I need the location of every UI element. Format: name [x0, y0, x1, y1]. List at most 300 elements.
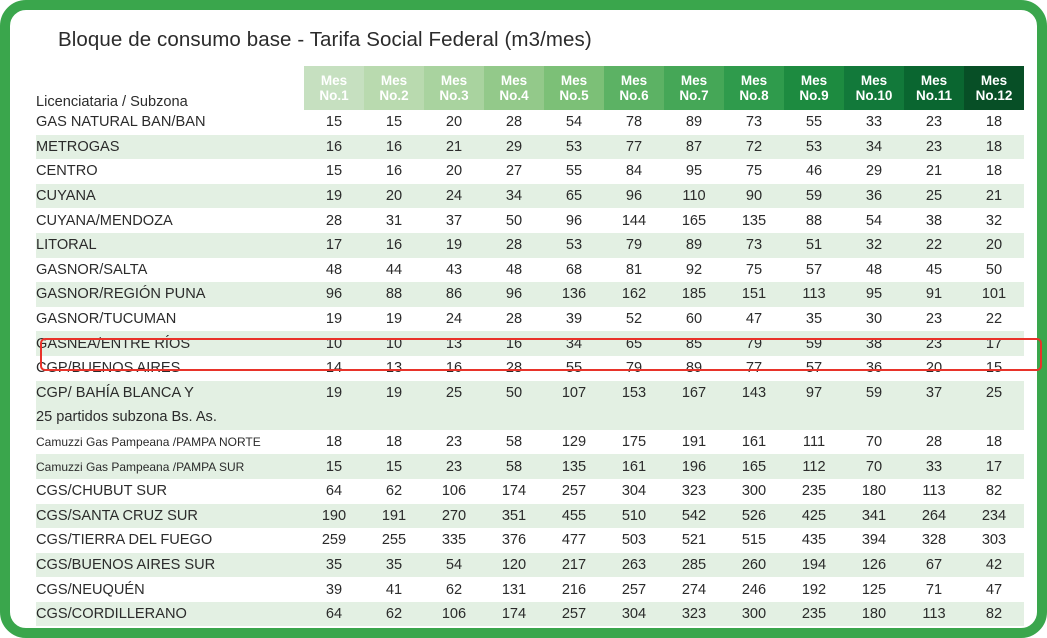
cell-value: 23	[904, 331, 964, 356]
month-header-line1: Mes	[440, 72, 468, 88]
cell-value: 260	[724, 553, 784, 578]
table-row	[36, 307, 1024, 332]
cell-value: 33	[904, 454, 964, 479]
cell-value: 165	[724, 454, 784, 479]
cell-value: 323	[664, 479, 724, 504]
cell-value: 161	[724, 430, 784, 455]
cell-value	[364, 405, 424, 430]
cell-value: 20	[424, 110, 484, 135]
cell-value: 53	[544, 233, 604, 258]
month-header-line2: No.10	[855, 88, 893, 103]
table-row	[36, 208, 1024, 233]
cell-value: 341	[844, 504, 904, 529]
cell-value: 300	[724, 479, 784, 504]
cell-value: 455	[544, 504, 604, 529]
cell-value: 167	[664, 381, 724, 406]
cell-value: 21	[964, 184, 1024, 209]
cell-value: 77	[724, 356, 784, 381]
cell-value: 285	[664, 553, 724, 578]
row-label: CGS/SANTA CRUZ SUR	[36, 504, 304, 529]
cell-value: 59	[784, 331, 844, 356]
cell-value: 542	[664, 504, 724, 529]
cell-value: 54	[844, 208, 904, 233]
cell-value: 25	[964, 381, 1024, 406]
cell-value: 106	[424, 479, 484, 504]
cell-value: 20	[964, 233, 1024, 258]
cell-value: 32	[844, 233, 904, 258]
column-header-month-5	[544, 66, 604, 110]
cell-value: 47	[724, 307, 784, 332]
column-header-name: Licenciataria / Subzona	[36, 94, 188, 110]
month-header-line2: No.8	[739, 88, 769, 103]
cell-value: 13	[364, 356, 424, 381]
cell-value: 425	[784, 504, 844, 529]
cell-value: 54	[424, 553, 484, 578]
cell-value: 37	[904, 381, 964, 406]
cell-value: 162	[604, 282, 664, 307]
cell-value: 18	[364, 430, 424, 455]
cell-value: 113	[904, 602, 964, 627]
row-label: CGP/ BAHÍA BLANCA Y	[36, 381, 304, 406]
cell-value: 82	[964, 479, 1024, 504]
cell-value	[544, 405, 604, 430]
cell-value: 174	[484, 479, 544, 504]
table-row	[36, 233, 1024, 258]
header-row	[36, 66, 1024, 110]
cell-value: 235	[784, 602, 844, 627]
consumption-table	[36, 66, 1024, 626]
cell-value: 23	[424, 430, 484, 455]
cell-value: 125	[844, 577, 904, 602]
cell-value: 90	[724, 184, 784, 209]
cell-value: 25	[904, 184, 964, 209]
cell-value: 235	[784, 479, 844, 504]
cell-value: 22	[904, 233, 964, 258]
cell-value: 161	[604, 454, 664, 479]
month-header-line2: No.7	[679, 88, 709, 103]
cell-value: 15	[364, 454, 424, 479]
table-row	[36, 159, 1024, 184]
cell-value: 55	[784, 110, 844, 135]
table-header	[36, 66, 1024, 110]
cell-value: 82	[964, 602, 1024, 627]
row-label: CGS/CORDILLERANO	[36, 602, 304, 627]
cell-value: 75	[724, 159, 784, 184]
cell-value	[904, 405, 964, 430]
cell-value: 17	[964, 331, 1024, 356]
cell-value: 435	[784, 528, 844, 553]
cell-value: 20	[364, 184, 424, 209]
cell-value: 60	[664, 307, 724, 332]
month-header-line1: Mes	[800, 72, 828, 88]
column-header-month-7	[664, 66, 724, 110]
cell-value: 44	[364, 258, 424, 283]
cell-value: 81	[604, 258, 664, 283]
cell-value: 62	[424, 577, 484, 602]
cell-value: 274	[664, 577, 724, 602]
column-header-month-1	[304, 66, 364, 110]
cell-value: 263	[604, 553, 664, 578]
cell-value: 190	[304, 504, 364, 529]
cell-value: 175	[604, 430, 664, 455]
cell-value: 27	[484, 159, 544, 184]
month-header-line1: Mes	[920, 72, 948, 88]
cell-value: 29	[484, 135, 544, 160]
cell-value: 35	[784, 307, 844, 332]
cell-value: 64	[304, 602, 364, 627]
cell-value: 28	[484, 233, 544, 258]
cell-value: 335	[424, 528, 484, 553]
cell-value: 85	[664, 331, 724, 356]
cell-value: 88	[784, 208, 844, 233]
cell-value: 270	[424, 504, 484, 529]
cell-value: 37	[424, 208, 484, 233]
cell-value: 264	[904, 504, 964, 529]
cell-value: 19	[304, 184, 364, 209]
cell-value: 18	[964, 159, 1024, 184]
cell-value: 17	[304, 233, 364, 258]
cell-value: 112	[784, 454, 844, 479]
month-header-line2: No.2	[379, 88, 409, 103]
column-header-month-2	[364, 66, 424, 110]
cell-value: 32	[964, 208, 1024, 233]
cell-value: 30	[844, 307, 904, 332]
cell-value: 300	[724, 602, 784, 627]
cell-value: 79	[724, 331, 784, 356]
cell-value: 19	[304, 381, 364, 406]
cell-value: 38	[904, 208, 964, 233]
column-header-month-8	[724, 66, 784, 110]
row-label: LITORAL	[36, 233, 304, 258]
table-row	[36, 135, 1024, 160]
cell-value: 136	[544, 282, 604, 307]
cell-value: 54	[544, 110, 604, 135]
column-header-month-11	[904, 66, 964, 110]
cell-value: 45	[904, 258, 964, 283]
cell-value: 39	[304, 577, 364, 602]
cell-value: 95	[664, 159, 724, 184]
row-label: CGP/BUENOS AIRES	[36, 356, 304, 381]
cell-value: 20	[904, 356, 964, 381]
column-header-month-4	[484, 66, 544, 110]
table-row	[36, 454, 1024, 479]
cell-value: 106	[424, 602, 484, 627]
cell-value: 110	[664, 184, 724, 209]
month-header-line2: No.5	[559, 88, 589, 103]
cell-value: 10	[364, 331, 424, 356]
cell-value: 48	[844, 258, 904, 283]
cell-value: 15	[364, 110, 424, 135]
cell-value: 34	[844, 135, 904, 160]
cell-value: 111	[784, 430, 844, 455]
cell-value: 257	[544, 602, 604, 627]
cell-value: 59	[784, 184, 844, 209]
row-label: GAS NATURAL BAN/BAN	[36, 110, 304, 135]
cell-value: 16	[304, 135, 364, 160]
cell-value: 70	[844, 454, 904, 479]
cell-value: 255	[364, 528, 424, 553]
cell-value: 515	[724, 528, 784, 553]
cell-value: 86	[424, 282, 484, 307]
cell-value: 18	[964, 430, 1024, 455]
cell-value: 15	[304, 110, 364, 135]
table-body	[36, 110, 1024, 626]
column-header-month-12	[964, 66, 1024, 110]
cell-value: 13	[424, 331, 484, 356]
month-header-line1: Mes	[620, 72, 648, 88]
cell-value: 96	[544, 208, 604, 233]
cell-value: 16	[424, 356, 484, 381]
cell-value	[304, 405, 364, 430]
cell-value: 36	[844, 356, 904, 381]
cell-value: 10	[304, 331, 364, 356]
cell-value: 510	[604, 504, 664, 529]
month-header-line2: No.4	[499, 88, 529, 103]
month-header-line2: No.9	[799, 88, 829, 103]
cell-value: 28	[484, 110, 544, 135]
cell-value: 46	[784, 159, 844, 184]
cell-value: 28	[304, 208, 364, 233]
cell-value: 64	[304, 479, 364, 504]
cell-value: 14	[304, 356, 364, 381]
cell-value: 84	[604, 159, 664, 184]
cell-value: 58	[484, 454, 544, 479]
cell-value: 257	[544, 479, 604, 504]
row-label: CUYANA	[36, 184, 304, 209]
cell-value: 323	[664, 602, 724, 627]
cell-value: 25	[424, 381, 484, 406]
cell-value: 35	[304, 553, 364, 578]
cell-value: 19	[304, 307, 364, 332]
month-header-line2: No.11	[915, 88, 953, 103]
cell-value: 33	[844, 110, 904, 135]
cell-value: 18	[964, 135, 1024, 160]
month-header-line1: Mes	[380, 72, 408, 88]
cell-value: 43	[424, 258, 484, 283]
row-label: CGS/CHUBUT SUR	[36, 479, 304, 504]
cell-value: 521	[664, 528, 724, 553]
cell-value: 41	[364, 577, 424, 602]
cell-value: 477	[544, 528, 604, 553]
cell-value: 20	[424, 159, 484, 184]
cell-value: 23	[904, 135, 964, 160]
cell-value: 62	[364, 479, 424, 504]
cell-value: 135	[544, 454, 604, 479]
cell-value: 96	[484, 282, 544, 307]
cell-value: 59	[844, 381, 904, 406]
row-label: CGS/NEUQUÉN	[36, 577, 304, 602]
column-header-month-6	[604, 66, 664, 110]
cell-value: 19	[364, 381, 424, 406]
table-row	[36, 110, 1024, 135]
cell-value: 24	[424, 307, 484, 332]
month-header-line2: No.3	[439, 88, 469, 103]
cell-value: 328	[904, 528, 964, 553]
table-row	[36, 602, 1024, 627]
cell-value: 16	[364, 159, 424, 184]
cell-value: 28	[484, 356, 544, 381]
cell-value: 217	[544, 553, 604, 578]
cell-value	[724, 405, 784, 430]
row-label: Camuzzi Gas Pampeana /PAMPA SUR	[36, 454, 304, 479]
cell-value: 191	[364, 504, 424, 529]
cell-value: 135	[724, 208, 784, 233]
row-label: CGS/TIERRA DEL FUEGO	[36, 528, 304, 553]
cell-value: 394	[844, 528, 904, 553]
cell-value: 304	[604, 479, 664, 504]
cell-value: 70	[844, 430, 904, 455]
cell-value: 53	[544, 135, 604, 160]
cell-value: 351	[484, 504, 544, 529]
cell-value: 31	[364, 208, 424, 233]
cell-value: 68	[544, 258, 604, 283]
row-label: CUYANA/MENDOZA	[36, 208, 304, 233]
cell-value: 50	[964, 258, 1024, 283]
cell-value: 16	[364, 233, 424, 258]
row-label: GASNOR/TUCUMAN	[36, 307, 304, 332]
cell-value: 15	[304, 454, 364, 479]
cell-value: 129	[544, 430, 604, 455]
cell-value	[844, 405, 904, 430]
table-row	[36, 381, 1024, 406]
cell-value: 55	[544, 356, 604, 381]
month-header-line1: Mes	[980, 72, 1008, 88]
cell-value: 120	[484, 553, 544, 578]
month-header-line2: No.1	[319, 88, 349, 103]
cell-value: 21	[424, 135, 484, 160]
cell-value: 503	[604, 528, 664, 553]
cell-value: 165	[664, 208, 724, 233]
cell-value: 191	[664, 430, 724, 455]
cell-value: 151	[724, 282, 784, 307]
cell-value: 38	[844, 331, 904, 356]
row-label: GASNOR/REGIÓN PUNA	[36, 282, 304, 307]
row-label: Camuzzi Gas Pampeana /PAMPA NORTE	[36, 430, 304, 455]
cell-value: 101	[964, 282, 1024, 307]
cell-value: 23	[904, 110, 964, 135]
row-label: METROGAS	[36, 135, 304, 160]
page-title: Bloque de consumo base - Tarifa Social Federal (m3/mes)	[58, 28, 592, 51]
cell-value: 55	[544, 159, 604, 184]
cell-value: 53	[784, 135, 844, 160]
cell-value: 39	[544, 307, 604, 332]
cell-value: 79	[604, 356, 664, 381]
cell-value: 77	[604, 135, 664, 160]
cell-value: 23	[904, 307, 964, 332]
cell-value: 87	[664, 135, 724, 160]
cell-value: 48	[484, 258, 544, 283]
cell-value: 34	[544, 331, 604, 356]
cell-value: 303	[964, 528, 1024, 553]
cell-value: 36	[844, 184, 904, 209]
cell-value: 50	[484, 381, 544, 406]
cell-value: 153	[604, 381, 664, 406]
table-row	[36, 258, 1024, 283]
cell-value: 246	[724, 577, 784, 602]
cell-value: 79	[604, 233, 664, 258]
cell-value: 304	[604, 602, 664, 627]
cell-value: 196	[664, 454, 724, 479]
cell-value: 234	[964, 504, 1024, 529]
cell-value: 57	[784, 356, 844, 381]
cell-value: 48	[304, 258, 364, 283]
cell-value: 72	[724, 135, 784, 160]
cell-value: 47	[964, 577, 1024, 602]
table-row	[36, 282, 1024, 307]
table-row	[36, 504, 1024, 529]
cell-value: 23	[424, 454, 484, 479]
cell-value: 91	[904, 282, 964, 307]
month-header-line1: Mes	[740, 72, 768, 88]
table-row	[36, 553, 1024, 578]
cell-value: 22	[964, 307, 1024, 332]
cell-value: 97	[784, 381, 844, 406]
cell-value: 96	[304, 282, 364, 307]
column-header-month-3	[424, 66, 484, 110]
cell-value: 89	[664, 233, 724, 258]
month-header-line1: Mes	[680, 72, 708, 88]
table-row	[36, 479, 1024, 504]
month-header-line1: Mes	[320, 72, 348, 88]
cell-value: 24	[424, 184, 484, 209]
cell-value: 42	[964, 553, 1024, 578]
cell-value	[964, 405, 1024, 430]
cell-value: 19	[424, 233, 484, 258]
cell-value	[424, 405, 484, 430]
cell-value: 18	[964, 110, 1024, 135]
cell-value: 216	[544, 577, 604, 602]
table-row	[36, 430, 1024, 455]
cell-value: 96	[604, 184, 664, 209]
cell-value: 67	[904, 553, 964, 578]
cell-value: 192	[784, 577, 844, 602]
cell-value: 65	[604, 331, 664, 356]
cell-value: 143	[724, 381, 784, 406]
table-row	[36, 405, 1024, 430]
cell-value: 35	[364, 553, 424, 578]
cell-value: 15	[304, 159, 364, 184]
month-header-line1: Mes	[560, 72, 588, 88]
cell-value: 95	[844, 282, 904, 307]
row-label: CENTRO	[36, 159, 304, 184]
table-row	[36, 528, 1024, 553]
table-row	[36, 356, 1024, 381]
cell-value: 50	[484, 208, 544, 233]
cell-value	[784, 405, 844, 430]
cell-value: 144	[604, 208, 664, 233]
cell-value: 34	[484, 184, 544, 209]
row-label: CGS/BUENOS AIRES SUR	[36, 553, 304, 578]
cell-value: 73	[724, 233, 784, 258]
cell-value	[664, 405, 724, 430]
row-label: 25 partidos subzona Bs. As.	[36, 405, 304, 430]
cell-value: 78	[604, 110, 664, 135]
cell-value: 28	[904, 430, 964, 455]
cell-value: 62	[364, 602, 424, 627]
cell-value: 180	[844, 602, 904, 627]
cell-value: 21	[904, 159, 964, 184]
cell-value: 16	[484, 331, 544, 356]
cell-value: 180	[844, 479, 904, 504]
cell-value: 15	[964, 356, 1024, 381]
month-header-line2: No.12	[975, 88, 1013, 103]
column-header-month-10	[844, 66, 904, 110]
cell-value: 89	[664, 110, 724, 135]
cell-value: 73	[724, 110, 784, 135]
cell-value: 28	[484, 307, 544, 332]
table-container	[36, 28, 1026, 626]
column-header-month-9	[784, 66, 844, 110]
